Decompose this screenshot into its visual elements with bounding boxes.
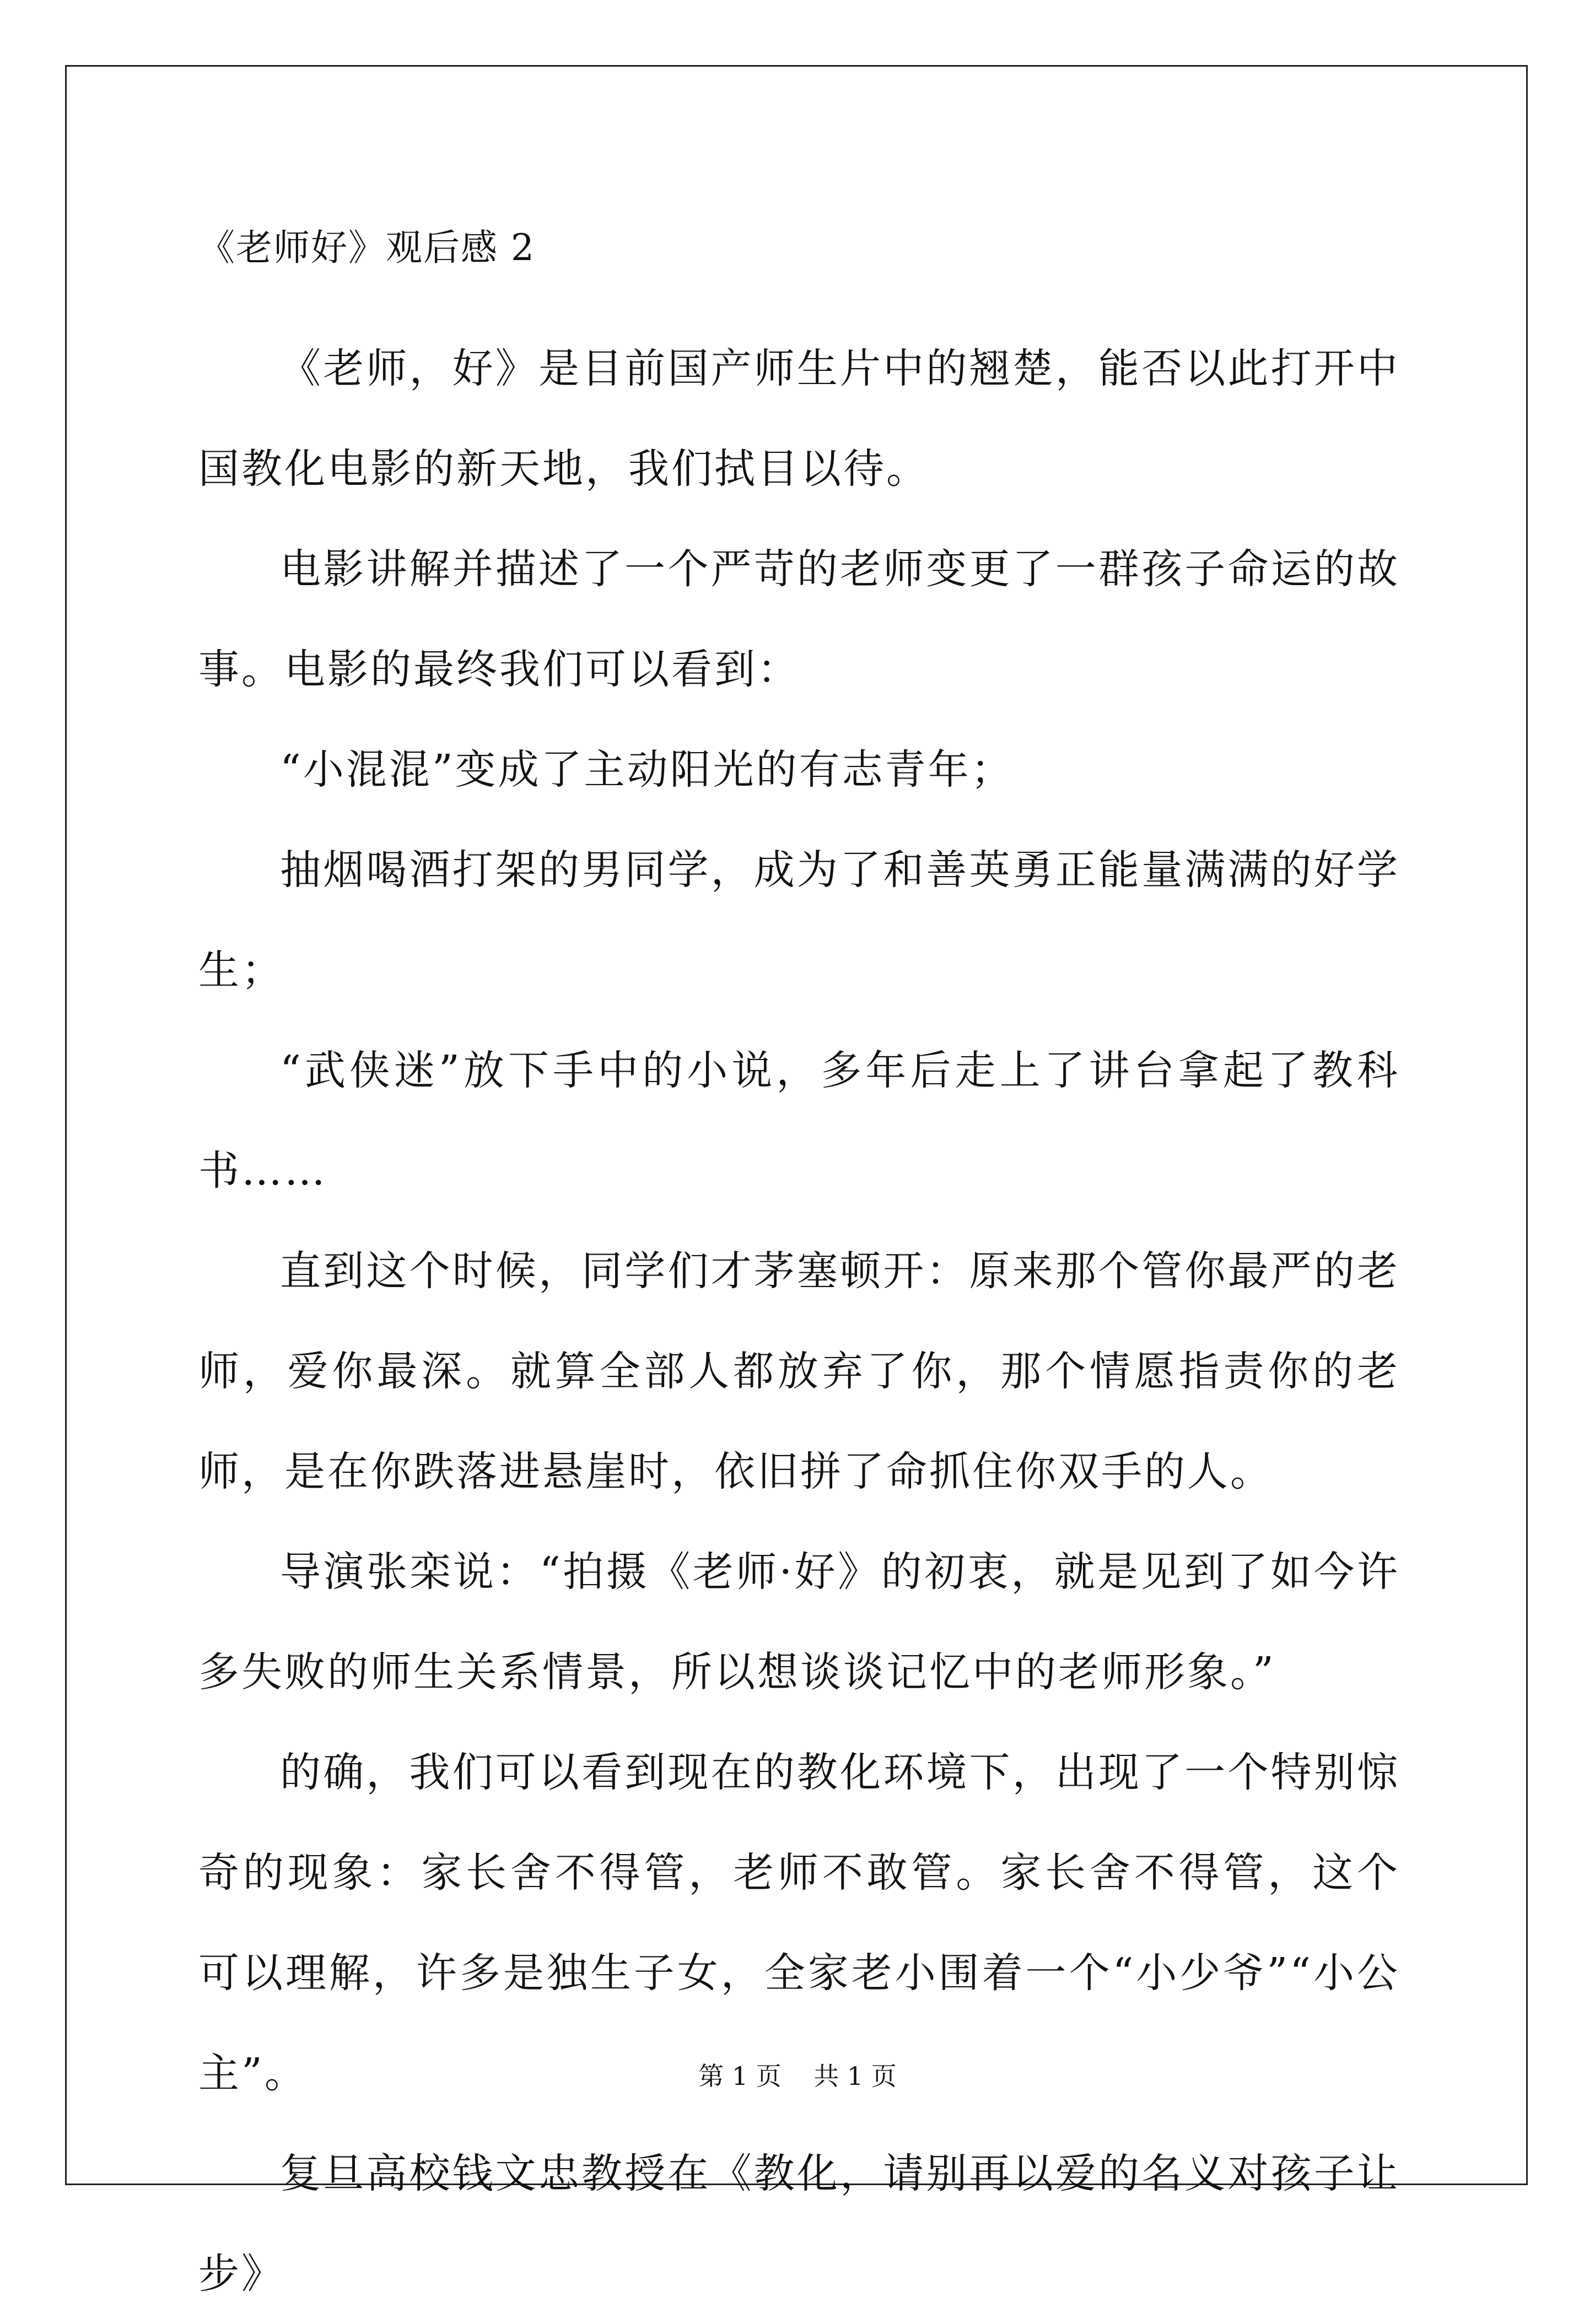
document-title: 《老师好》观后感 2 [198,226,535,269]
document-body [198,220,1400,2324]
page-footer: 第 1 页 共 1 页 [698,2061,897,2091]
paragraph-3: “小混混”变成了主动阳光的有志青年； [280,746,1014,793]
paragraph-7: 导演张栾说：“拍摄《老师·好》的初衷，就是见到了如今许多失败的师生关系情景，所以想谈谈记忆中的老师形象。” [198,1548,1400,1696]
paragraph-5: “武侠迷”放下手中的小说，多年后走上了讲台拿起了教科书…… [198,1047,1400,1195]
paragraph-4: 抽烟喝酒打架的男同学，成为了和善英勇正能量满满的好学生； [198,846,1400,994]
paragraph-6: 直到这个时候，同学们才茅塞顿开：原来那个管你最严的老师，爱你最深。就算全部人都放弃了你，那个情愿指责你的老师，是在你跌落进悬崖时，依旧拼了命抓住你双手的人。 [198,1247,1400,1495]
paragraph-2: 电影讲解并描述了一个严苛的老师变更了一群孩子命运的故事。电影的最终我们可以看到： [198,545,1400,693]
paragraph-9: 复旦高校钱文忠教授在《教化，请别再以爱的名义对孩子让步》 [198,2150,1400,2298]
paragraph-1: 《老师，好》是目前国产师生片中的翘楚，能否以此打开中国教化电影的新天地，我们拭目以待。 [198,345,1400,493]
paragraph-8: 的确，我们可以看到现在的教化环境下，出现了一个特别惊奇的现象：家长舍不得管，老师不敢管。家长舍不得管，这个可以理解，许多是独生子女，全家老小围着一个“小少爷”“小公主”。 [198,1749,1400,2097]
